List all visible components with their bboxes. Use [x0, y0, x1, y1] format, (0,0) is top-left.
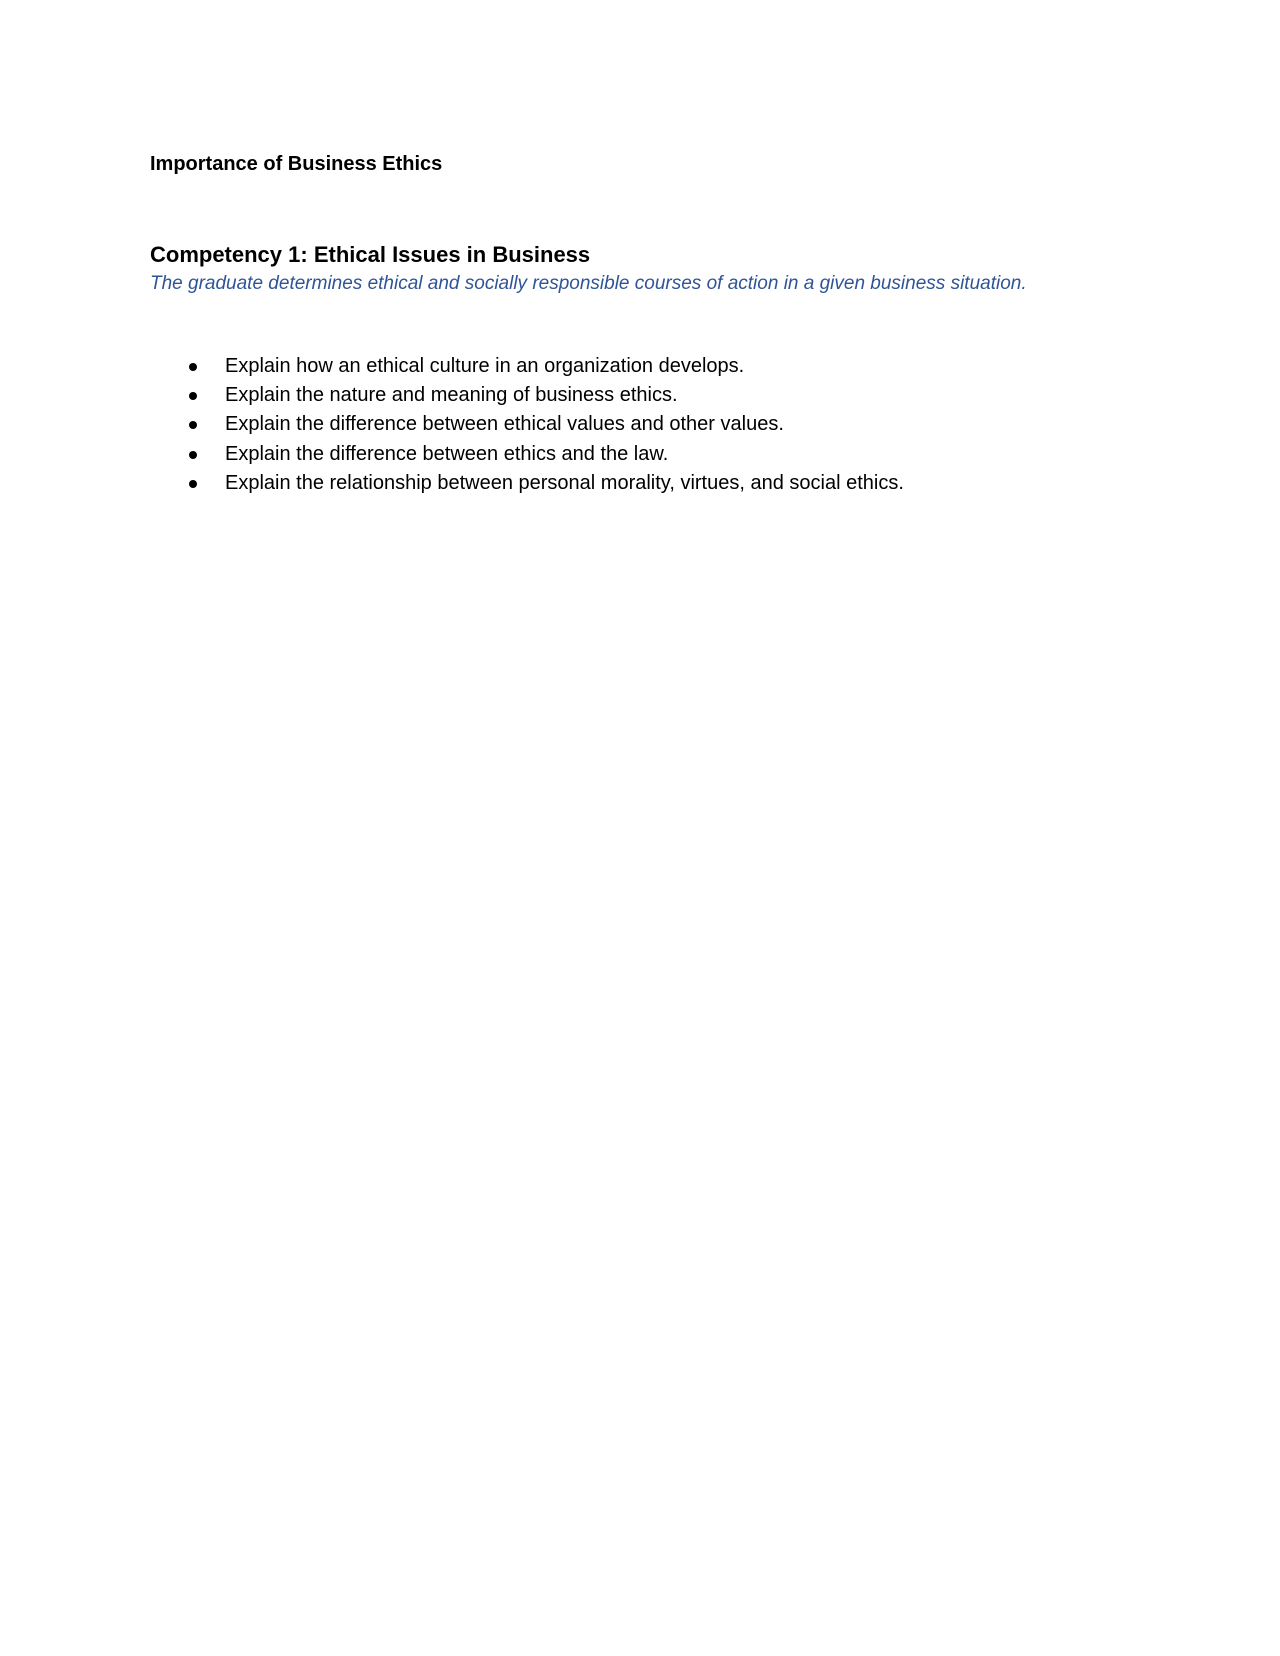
competency-heading: Competency 1: Ethical Issues in Business	[150, 242, 591, 267]
bullet-icon	[189, 421, 197, 429]
document-title: Importance of Business Ethics	[150, 153, 443, 175]
objective-text: Explain the difference between ethical values and other values.	[225, 413, 784, 436]
objective-text: Explain how an ethical culture in an organization develops.	[225, 355, 745, 377]
bullet-icon	[189, 480, 197, 488]
competency-description: The graduate determines ethical and socially responsible courses of action in a given business situation.	[150, 273, 1027, 294]
bullet-icon	[189, 392, 197, 400]
bullet-icon	[189, 451, 197, 459]
objective-text: Explain the relationship between personal morality, virtues, and social ethics.	[225, 471, 904, 494]
objective-text: Explain the nature and meaning of business ethics.	[225, 384, 678, 407]
objective-text: Explain the difference between ethics and the law.	[225, 442, 669, 465]
bullet-icon	[189, 363, 197, 371]
